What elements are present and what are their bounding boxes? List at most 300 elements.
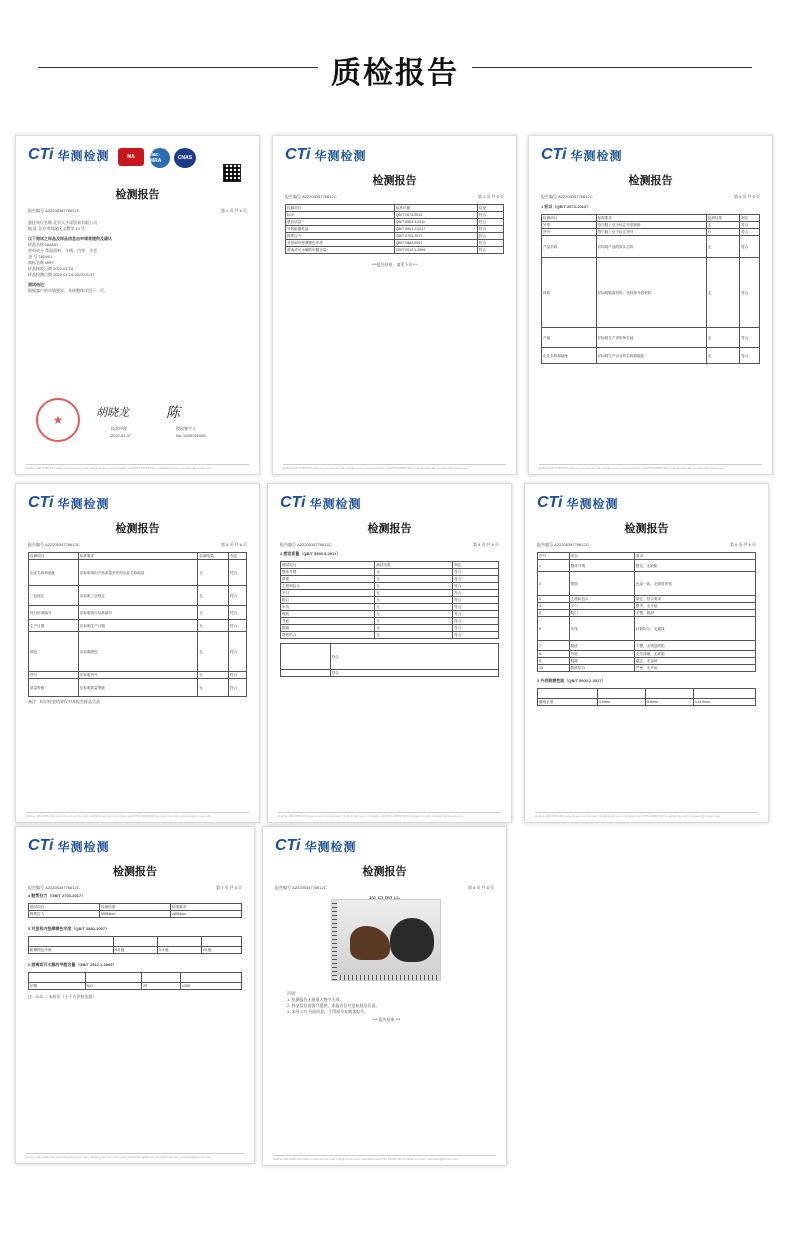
table-cell: 每只鞋上至少标注号型规格 xyxy=(596,222,706,229)
note-line: 1. 检测报告无批准人签字无效。 xyxy=(287,997,344,1002)
table-cell: 无 xyxy=(375,625,453,632)
table-row xyxy=(542,215,760,222)
table-cell: 符合 xyxy=(453,569,499,576)
table-cell: 产品名称 xyxy=(542,236,597,258)
table-cell: 10 xyxy=(538,665,570,672)
report-title: 检测报告 xyxy=(624,523,669,535)
table-row xyxy=(281,611,499,618)
report-title: 检测报告 xyxy=(362,866,407,878)
summary-table xyxy=(285,204,504,254)
signer-date: 2022.02.07 xyxy=(111,433,132,438)
cti-logo: CTi 华测检测 xyxy=(285,146,367,163)
label-table xyxy=(541,214,760,364)
table-row xyxy=(281,644,499,670)
section-title: 3 外底耐磨性能（QB/T 5903.2-2017） xyxy=(537,678,606,683)
table-cell: 3-4 级 xyxy=(157,947,201,954)
shoe-right-icon xyxy=(390,918,434,962)
table-row xyxy=(281,576,499,583)
table-row xyxy=(29,560,247,586)
table-row xyxy=(538,596,756,603)
signature-right: 陈 xyxy=(166,405,180,421)
table-cell: 符合 xyxy=(740,348,760,364)
table-row xyxy=(281,583,499,590)
table-cell: 符合 xyxy=(740,258,760,328)
report-number: 报告编号 A2220534776612C xyxy=(285,194,337,199)
cti-logo: CTi 华测检测 xyxy=(541,146,623,163)
table-cell: 货号 xyxy=(29,672,79,679)
line-6: 商标名称 MRT xyxy=(28,260,54,265)
label-table-continued xyxy=(28,552,247,697)
table-row xyxy=(29,947,242,954)
table-cell: 无 xyxy=(706,258,740,328)
table-cell xyxy=(142,973,181,983)
table-cell: 耐摩擦色牢度 xyxy=(29,947,114,954)
report-page-7 xyxy=(15,826,255,1164)
report-number: 报告编号 A2220534776612C xyxy=(280,542,332,547)
line-1: 地 址 北京市海淀区文教学 13 号 xyxy=(28,226,85,231)
table-cell: 花纹清晰，无缺陷 xyxy=(634,651,755,658)
table-cell: QB/T 2673-2013 xyxy=(394,212,477,219)
table-row xyxy=(538,603,756,610)
table-cell: 6 xyxy=(538,617,570,641)
page-footer: Hotline 400-6788-333 www.cti-cert.com E-mail: info@cti-cert.com Complaint call 0755-33681700 Complaint E-mail: complaint@cti-cert.com xyxy=(278,812,501,818)
line-10: 根据客户的申请要求，具体整体详见下一页。 xyxy=(28,288,108,293)
report-number: 报告编号 A2220534776612C xyxy=(28,542,80,547)
table-cell: 4-5 级 xyxy=(113,947,157,954)
table-row xyxy=(29,937,242,947)
sample-photo xyxy=(331,899,441,981)
page-number: 第 6 页 共 6 页 xyxy=(729,542,756,547)
ruler-horizontal xyxy=(332,975,440,980)
report-title: 检测报告 xyxy=(372,175,417,187)
ilac-mra-icon: ilac-MRA xyxy=(150,148,170,168)
table-cell: 符合 xyxy=(228,672,246,679)
table-cell: 检测项目 xyxy=(542,215,597,222)
table-cell: 无 xyxy=(375,569,453,576)
table-row xyxy=(281,597,499,604)
table-row xyxy=(286,247,504,254)
table-cell: QB/T 5903.3-2011 xyxy=(394,219,477,226)
table-row xyxy=(281,569,499,576)
table-cell: ≤14.0mm xyxy=(694,699,756,706)
table-row xyxy=(542,236,760,258)
table-note: 注：N.D. = 未检出（小于方法检出限） xyxy=(28,994,97,999)
table-cell: 符合 xyxy=(330,670,498,677)
table-cell: 鞋底 xyxy=(569,641,634,651)
table-cell: 号型 xyxy=(542,222,597,229)
table-cell: 标准要求 xyxy=(78,553,198,560)
qr-code-icon xyxy=(223,164,241,182)
table-cell: 无 xyxy=(375,604,453,611)
table-cell: 无 xyxy=(198,586,229,606)
ruler-vertical xyxy=(332,900,337,980)
table-cell: 测试结果 xyxy=(375,562,453,569)
color-fastness-table xyxy=(28,936,242,954)
table-cell: 鞋跟 xyxy=(569,658,634,665)
table-cell: 应标明生产企业的名称和地址 xyxy=(596,348,706,364)
table-row xyxy=(538,560,756,572)
table-cell: 符合 xyxy=(477,226,503,233)
table-cell: 车线 xyxy=(569,617,634,641)
table-row xyxy=(281,670,499,677)
table-cell: 2 xyxy=(538,572,570,596)
table-cell: N.D. xyxy=(85,983,142,990)
table-cell: 颜色 xyxy=(29,632,79,672)
line-8: 样品检测日期 2022.01.24-2022.01.27 xyxy=(28,272,95,277)
table-cell: 无 xyxy=(375,618,453,625)
table-cell: 1 xyxy=(538,560,570,572)
page-footer: Hotline 400-6788-333 www.cti-cert.com E-mail: info@cti-cert.com Complaint call 0755-33681700 Complaint E-mail: complaint@cti-cert.com xyxy=(26,464,249,470)
report-page-3 xyxy=(528,135,773,475)
table-cell: 鞋口 xyxy=(569,610,634,617)
sensory-summary-table xyxy=(280,643,499,677)
table-cell: 有 xyxy=(706,229,740,236)
report-title: 检测报告 xyxy=(628,175,673,187)
table-cell: 无 xyxy=(198,620,229,632)
table-cell: 符合 xyxy=(477,247,503,254)
table-row xyxy=(542,328,760,348)
table-cell: 无 xyxy=(198,560,229,586)
table-row xyxy=(538,665,756,672)
page-footer: Hotline 400-6788-333 www.cti-cert.com E-mail: info@cti-cert.com Complaint call 0755-33681700 Complaint E-mail: complaint@cti-cert.com xyxy=(26,1153,244,1159)
signer-title: 技术经理 xyxy=(111,426,127,431)
end-note: *** 报告结束 *** xyxy=(372,1017,401,1022)
table-cell: 测试项目 xyxy=(281,562,375,569)
cti-logo: CTi 华测检测 xyxy=(537,494,619,511)
table-cell: 无 xyxy=(375,590,453,597)
table-cell: 检测结果 xyxy=(706,215,740,222)
table-cell: 应标明承担产品质量责任的企业名称地址 xyxy=(78,560,198,586)
table-cell: 5.8mm xyxy=(645,699,693,706)
formaldehyde-table xyxy=(28,972,242,990)
table-cell: 符合 xyxy=(453,618,499,625)
table-cell: 平整，无明显缺陷 xyxy=(634,641,755,651)
table-cell: 鞋底 xyxy=(281,611,375,618)
table-cell: 符合 xyxy=(453,632,499,639)
table-cell: 帮底结合 xyxy=(569,665,634,672)
approver-no: No. 5490251508 xyxy=(176,433,206,438)
table-cell: 判定 xyxy=(740,215,760,222)
table-cell: 应标明生产者的所在地 xyxy=(596,328,706,348)
table-row xyxy=(281,632,499,639)
table-cell: 无 xyxy=(198,679,229,697)
cnas-icon: CNAS xyxy=(174,148,196,168)
table-row xyxy=(542,258,760,328)
table-cell: GB/T 2703-2017 xyxy=(394,233,477,240)
table-cell: 帮面 xyxy=(569,572,634,596)
page-number: 第 7 页 共 8 页 xyxy=(215,885,242,890)
table-cell: 符合 xyxy=(228,620,246,632)
table-row xyxy=(29,606,247,620)
table-cell: 平整，圆滑 xyxy=(634,610,755,617)
table-cell: 严密，无开胶 xyxy=(634,665,755,672)
table-cell: 针码均匀，无跳线 xyxy=(634,617,755,641)
table-cell: 整体外观 xyxy=(281,569,375,576)
table-cell: 应标明鞋面材料、里料和外底材料 xyxy=(596,258,706,328)
line-4: 材料成分 帮面面料：羊绒；内里：羊毛 xyxy=(28,248,98,253)
table-cell: 车线 xyxy=(281,604,375,611)
table-cell: 企业名称和地址 xyxy=(542,348,597,364)
table-cell: 无 xyxy=(706,236,740,258)
page-footer: Hotline 400-6788-333 www.cti-cert.com E-mail: info@cti-cert.com Complaint call 0755-33681700 Complaint E-mail: complaint@cti-cert.com xyxy=(283,464,506,470)
table-cell: 应标明货号 xyxy=(78,672,198,679)
table-cell: 5 xyxy=(538,610,570,617)
table-cell: 符合 xyxy=(453,625,499,632)
table-cell: 执行标准编号 xyxy=(29,606,79,620)
end-note: ***报告结束，请见下页*** xyxy=(371,262,418,267)
table-cell xyxy=(281,670,331,677)
page-number: 第 4 页 共 6 页 xyxy=(220,542,247,547)
table-cell: 符合 xyxy=(228,606,246,620)
table-row xyxy=(538,658,756,665)
table-cell: 符合 xyxy=(477,240,503,247)
table-cell: QB/T 2882-2007 xyxy=(394,240,477,247)
ma-cert-icon: MA xyxy=(118,148,144,166)
table-row xyxy=(286,205,504,212)
page-footer: Hotline 400-6788-333 www.cti-cert.com E-mail: info@cti-cert.com Complaint call 0755-33681700 Complaint E-mail: complaint@cti-cert.com xyxy=(539,464,762,470)
report-title: 检测报告 xyxy=(113,866,157,878)
table-cell: 外底 xyxy=(569,651,634,658)
table-cell: 9 xyxy=(538,658,570,665)
table-row xyxy=(29,586,247,606)
table-cell: 企业名称和地址 xyxy=(29,560,79,586)
section-title: 1 标识（QB/T 2673-2013） xyxy=(541,204,591,209)
upper-strength-table xyxy=(28,903,242,918)
line-9: 测试结论： xyxy=(28,282,48,287)
shoe-left-icon xyxy=(350,926,390,960)
table-row xyxy=(29,620,247,632)
table-row xyxy=(538,617,756,641)
table-row xyxy=(286,240,504,247)
table-cell: 磨痕长度 xyxy=(538,699,598,706)
table-cell: 外底 xyxy=(281,618,375,625)
table-cell: 标识 xyxy=(286,212,395,219)
table-cell: 符合 xyxy=(330,644,498,670)
report-title: 检测报告 xyxy=(367,523,412,535)
table-cell: 帮底结合 xyxy=(281,632,375,639)
line-7: 样品接收日期 2022.01.24 xyxy=(28,266,74,271)
table-row xyxy=(29,553,247,560)
table-cell: 无 xyxy=(375,583,453,590)
header-line-right xyxy=(472,67,752,68)
table-cell: 符合 xyxy=(228,632,246,672)
table-cell: 序号 xyxy=(538,553,570,560)
table-cell: 鞋跟 xyxy=(281,625,375,632)
table-row xyxy=(538,699,756,706)
note-line: 3. 未经 CTI 书面同意，不得部分复制本报告。 xyxy=(287,1009,369,1014)
table-cell xyxy=(29,937,114,947)
table-cell: 每只鞋上至少标注货号 xyxy=(596,229,706,236)
cti-logo: CTi 华测检测 xyxy=(28,494,110,511)
table-row xyxy=(538,610,756,617)
table-cell: 感官质量 xyxy=(286,219,395,226)
approver-title: 授权签字人 xyxy=(176,426,196,431)
table-cell: 整齐，无开胶 xyxy=(634,603,755,610)
table-row xyxy=(542,229,760,236)
table-cell: 检测结果 xyxy=(198,553,229,560)
table-cell: ≥80N/cm xyxy=(171,911,242,918)
table-cell: 游离或可水解的甲醛含量 xyxy=(286,247,395,254)
table-cell: 标准要求 xyxy=(171,904,242,911)
table-cell: 20 xyxy=(142,983,181,990)
table-row xyxy=(29,672,247,679)
table-cell: 无 xyxy=(198,606,229,620)
table-cell: 材质 xyxy=(542,258,597,328)
table-cell: 3 xyxy=(538,596,570,603)
table-cell: ≤300 xyxy=(181,983,242,990)
report-number: 报告编号 A2220534776612C xyxy=(537,542,589,547)
table-row xyxy=(281,625,499,632)
report-page-1 xyxy=(15,135,260,475)
section-title: 6 游离或可水解的甲醛含量（GB/T 2912.1-2009） xyxy=(28,962,117,967)
table-cell: 整洁，无缺陷 xyxy=(634,560,755,572)
table-row xyxy=(29,904,242,911)
red-seal-stamp: ★ xyxy=(36,398,80,442)
table-cell: 色泽一致，无明显伤残 xyxy=(634,572,755,596)
table-cell: 符合 xyxy=(740,328,760,348)
table-cell: 符合 xyxy=(453,576,499,583)
table-cell xyxy=(113,937,157,947)
line-5: 货 号 78D901 xyxy=(28,254,53,259)
table-cell: 鞋口 xyxy=(281,597,375,604)
table-cell: 主跟和包头 xyxy=(569,596,634,603)
table-cell: 7 xyxy=(538,641,570,651)
table-cell: 8 xyxy=(538,651,570,658)
table-cell: 无 xyxy=(375,576,453,583)
table-cell: 符合 xyxy=(477,212,503,219)
table-cell: 检测项目 xyxy=(29,553,79,560)
table-cell: 符合 xyxy=(477,219,503,226)
table-row xyxy=(542,348,760,364)
table-cell: 结论 xyxy=(477,205,503,212)
cti-logo: CTi 华测检测 xyxy=(280,494,362,511)
page-number: 第 5 页 共 6 页 xyxy=(472,542,499,547)
report-page-8 xyxy=(262,826,507,1166)
table-cell xyxy=(202,937,242,947)
table-cell: 符合 xyxy=(228,679,246,697)
table-cell: 主跟和包头 xyxy=(281,583,375,590)
table-row xyxy=(538,553,756,560)
table-cell: 595N/cm xyxy=(99,911,170,918)
table-cell xyxy=(85,973,142,983)
table-cell: 产地 xyxy=(542,328,597,348)
table-cell: 鞋帮拉力 xyxy=(286,233,395,240)
cti-logo: CTi 华测检测 xyxy=(28,146,110,163)
table-cell: 判定 xyxy=(453,562,499,569)
table-row xyxy=(29,632,247,672)
table-cell: 子口 xyxy=(281,590,375,597)
table-row xyxy=(281,562,499,569)
table-row xyxy=(538,641,756,651)
section-title: 5 对里和内垫摩擦色牢度（QB/T 2882-2007） xyxy=(28,926,110,931)
table-cell: 鞋帮拉力 xyxy=(29,911,100,918)
table-cell xyxy=(281,644,331,670)
report-title: 检测报告 xyxy=(115,189,160,201)
table-cell: 无 xyxy=(706,348,740,364)
table-row xyxy=(29,973,242,983)
line-0: 委托单位名称 北京天予诺贸易有限公司 xyxy=(28,220,98,225)
table-cell: 无 xyxy=(375,597,453,604)
table-cell: 检测结果 xyxy=(99,904,170,911)
table-cell: 无 xyxy=(198,632,229,672)
page-number: 第 1 页 共 6 页 xyxy=(220,208,247,213)
table-cell: 标准依据 xyxy=(394,205,477,212)
table-cell: 子口 xyxy=(569,603,634,610)
table-row xyxy=(286,212,504,219)
table-cell xyxy=(597,689,645,699)
section-title: 2 感官质量（QB/T 5903.3-2011） xyxy=(280,551,341,556)
line-3: 样品名称 NIANO xyxy=(28,242,58,247)
table-cell: 符合 xyxy=(453,590,499,597)
table-note: 备注：标识检验结果仅对本报告样品负责 xyxy=(28,699,100,704)
table-cell: 应标明产品的真实名称 xyxy=(596,236,706,258)
table-cell xyxy=(181,973,242,983)
abrasion-table xyxy=(537,688,756,706)
report-page-4 xyxy=(15,483,260,823)
page-title: 质检报告 xyxy=(331,56,459,91)
page-footer: Hotline 400-6788-333 www.cti-cert.com E-mail: info@cti-cert.com Complaint call 0755-33681700 Complaint E-mail: complaint@cti-cert.com xyxy=(273,1155,496,1161)
table-cell: 要求 xyxy=(634,553,755,560)
table-cell: 符合 xyxy=(228,586,246,606)
table-cell: 符合 xyxy=(228,560,246,586)
table-row xyxy=(281,618,499,625)
page-footer: Hotline 400-6788-333 www.cti-cert.com E-mail: info@cti-cert.com Complaint call 0755-33681700 Complaint E-mail: complaint@cti-cert.com xyxy=(535,812,758,818)
table-cell: 端正，符合要求 xyxy=(634,596,755,603)
table-cell: 无 xyxy=(198,672,229,679)
page-number: 第 2 页 共 6 页 xyxy=(477,194,504,199)
table-cell xyxy=(157,937,201,947)
table-row xyxy=(286,233,504,240)
table-cell: 货号 xyxy=(542,229,597,236)
table-row xyxy=(281,604,499,611)
table-row xyxy=(538,572,756,596)
page-number: 第 3 页 共 6 页 xyxy=(733,194,760,199)
table-cell: 符合 xyxy=(453,604,499,611)
page-number: 第 8 页 共 8 页 xyxy=(467,885,494,890)
table-cell: 判定 xyxy=(228,553,246,560)
table-cell: 无 xyxy=(375,632,453,639)
table-cell: 应标明颜色 xyxy=(78,632,198,672)
report-page-2 xyxy=(272,135,517,475)
table-cell: QB/T 5903.2-2017 xyxy=(394,226,477,233)
table-cell: 无 xyxy=(375,611,453,618)
line-2: 以下测试之样品及样品信息由申请者提供及确认 xyxy=(28,236,112,241)
table-cell: 应标明生产日期 xyxy=(78,620,198,632)
table-row xyxy=(281,590,499,597)
table-cell: 帮面 xyxy=(281,576,375,583)
table-cell: 符合 xyxy=(740,229,760,236)
table-cell: 标准要求 xyxy=(596,215,706,222)
requirements-table xyxy=(537,552,756,672)
table-cell xyxy=(538,689,598,699)
table-cell: ≥3 级 xyxy=(202,947,242,954)
table-cell: 对里和内垫摩擦色牢度 xyxy=(286,240,395,247)
table-cell: 甲醛 xyxy=(29,983,86,990)
report-page-5 xyxy=(267,483,512,823)
table-cell: 符合 xyxy=(740,236,760,258)
table-cell: 外底耐磨性能 xyxy=(286,226,395,233)
cti-logo: CTi 华测检测 xyxy=(275,837,357,854)
table-cell: 测试项目 xyxy=(29,904,100,911)
table-cell: 符合 xyxy=(453,583,499,590)
table-cell: 项目 xyxy=(569,553,634,560)
table-row xyxy=(538,651,756,658)
table-row xyxy=(286,219,504,226)
table-cell: 生产日期 xyxy=(29,620,79,632)
report-title: 检测报告 xyxy=(115,523,160,535)
table-cell xyxy=(645,689,693,699)
table-cell: 符合 xyxy=(740,222,760,229)
